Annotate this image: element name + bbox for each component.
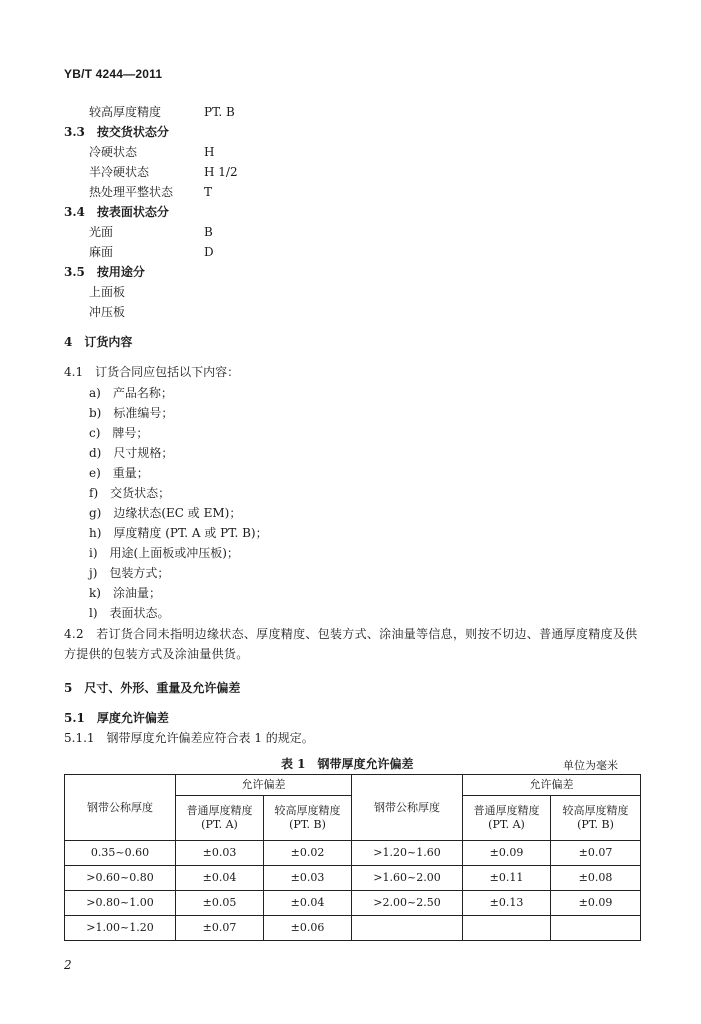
tolerance-table (64, 774, 641, 941)
list-item: l) 表面状态。 (89, 606, 170, 620)
cell-pt-a: ±0.03 (176, 841, 264, 866)
header-pt-b-line1: 较高厚度精度 (274, 804, 341, 817)
header-pt-a-line1: 普通厚度精度 (186, 804, 253, 817)
table-caption: 表 1 钢带厚度允许偏差 (281, 757, 414, 771)
list-item: i) 用途(上面板或冲压板)； (89, 546, 239, 560)
list-item: 冲压板 (89, 305, 126, 319)
header-tolerance: 允许偏差 (176, 775, 352, 796)
header-pt-b-line2: (PT. B) (577, 818, 614, 831)
item-code: H 1/2 (204, 165, 238, 179)
cell-pt-a: ±0.13 (463, 891, 551, 916)
page-number: 2 (64, 958, 72, 972)
item-code: PT. B (204, 105, 235, 119)
list-item: e) 重量； (89, 466, 149, 480)
header-pt-b-line2: (PT. B) (289, 818, 326, 831)
header-pt-a-line1: 普通厚度精度 (473, 804, 540, 817)
cell-pt-b: ±0.03 (264, 866, 352, 891)
cell-pt-a (463, 916, 551, 941)
list-item: 上面板 (89, 285, 126, 299)
cell-pt-b: ±0.08 (551, 866, 641, 891)
table-unit: 单位为毫米 (563, 759, 618, 772)
header-pt-a-line2: (PT. A) (201, 818, 238, 831)
cell-thickness: >0.60~0.80 (65, 866, 176, 891)
cell-thickness: >1.60~2.00 (352, 866, 463, 891)
list-item: g) 边缘状态(EC 或 EM)； (89, 506, 242, 520)
cell-thickness: >1.00~1.20 (65, 916, 176, 941)
table-row (65, 841, 641, 866)
cell-pt-a: ±0.09 (463, 841, 551, 866)
header-pt-a (463, 796, 551, 841)
list-item: h) 厚度精度 (PT. A 或 PT. B)； (89, 526, 268, 540)
cell-thickness (352, 916, 463, 941)
paragraph-5-1-1: 5.1.1 钢带厚度允许偏差应符合表 1 的规定。 (64, 731, 314, 745)
section-3-4-title: 3.4 按表面状态分 (64, 205, 169, 219)
cell-thickness: >1.20~1.60 (352, 841, 463, 866)
list-item: d) 尺寸规格； (89, 446, 174, 460)
header-thickness: 钢带公称厚度 (352, 775, 463, 841)
cell-thickness: >2.00~2.50 (352, 891, 463, 916)
list-item: k) 涂油量； (89, 586, 161, 600)
cell-pt-a: ±0.05 (176, 891, 264, 916)
header-tolerance: 允许偏差 (463, 775, 641, 796)
item-code: T (204, 185, 213, 199)
section-5-title: 5 尺寸、外形、重量及允许偏差 (64, 681, 241, 695)
cell-pt-a: ±0.04 (176, 866, 264, 891)
header-pt-a-line2: (PT. A) (488, 818, 525, 831)
list-item: j) 包装方式； (89, 566, 170, 580)
cell-pt-b: ±0.07 (551, 841, 641, 866)
item-label: 光面 (89, 225, 114, 239)
section-3-3-title: 3.3 按交货状态分 (64, 125, 169, 139)
cell-pt-a: ±0.07 (176, 916, 264, 941)
list-item: a) 产品名称； (89, 386, 173, 400)
section-4-title: 4 订货内容 (64, 335, 133, 349)
item-code: B (204, 225, 213, 239)
cell-thickness: >0.80~1.00 (65, 891, 176, 916)
section-3-5-title: 3.5 按用途分 (64, 265, 145, 279)
header-pt-a (176, 796, 264, 841)
cell-thickness: 0.35~0.60 (65, 841, 176, 866)
paragraph-4-2: 4.2 若订货合同未指明边缘状态、厚度精度、包装方式、涂油量等信息，则按不切边、普通厚度精度及供方提供的包装方式及涂油量供货。 (64, 627, 638, 661)
paragraph-4-1: 4.1 订货合同应包括以下内容： (64, 365, 240, 379)
table-row (65, 916, 641, 941)
item-code: D (204, 245, 214, 259)
list-item: b) 标准编号； (89, 406, 174, 420)
item-label: 热处理平整状态 (89, 185, 174, 199)
item-label: 冷硬状态 (89, 145, 138, 159)
header-pt-b (551, 796, 641, 841)
table-row (65, 891, 641, 916)
cell-pt-a: ±0.11 (463, 866, 551, 891)
table-row (65, 866, 641, 891)
item-label: 麻面 (89, 245, 114, 259)
list-item: c) 牌号； (89, 426, 149, 440)
cell-pt-b: ±0.04 (264, 891, 352, 916)
header-pt-b (264, 796, 352, 841)
cell-pt-b (551, 916, 641, 941)
list-item: f) 交货状态； (89, 486, 171, 500)
item-code: H (204, 145, 215, 159)
header-thickness: 钢带公称厚度 (65, 775, 176, 841)
cell-pt-b: ±0.02 (264, 841, 352, 866)
item-label: 半冷硬状态 (89, 165, 150, 179)
header-pt-b-line1: 较高厚度精度 (562, 804, 629, 817)
cell-pt-b: ±0.06 (264, 916, 352, 941)
item-label: 较高厚度精度 (89, 105, 162, 119)
section-5-1-title: 5.1 厚度允许偏差 (64, 711, 169, 725)
cell-pt-b: ±0.09 (551, 891, 641, 916)
document-id: YB/T 4244—2011 (64, 67, 163, 81)
